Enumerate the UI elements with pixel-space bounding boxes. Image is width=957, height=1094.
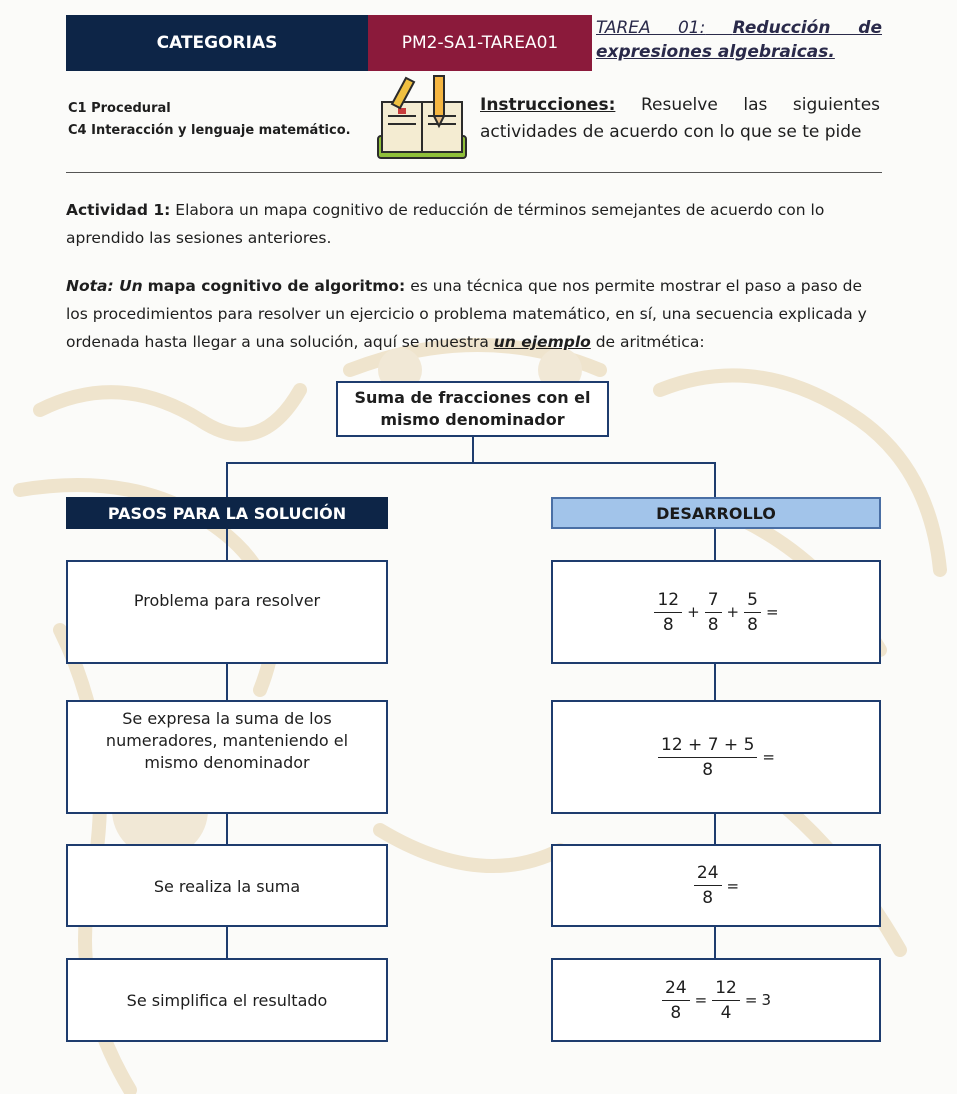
note-paragraph xyxy=(66,272,886,356)
development-box xyxy=(551,560,881,664)
book-pencil-icon xyxy=(372,74,472,164)
connector xyxy=(714,927,716,958)
category-item: C1 Procedural xyxy=(68,101,171,116)
note-term: mapa cognitivo de algoritmo: xyxy=(147,277,406,295)
categories-list xyxy=(68,98,351,142)
fraction: $\frac{24}{8}$ xyxy=(662,978,690,1023)
instructions-line1: Resuelve las siguientes xyxy=(640,95,881,115)
diagram-title: Suma de fracciones con el mismo denominador xyxy=(336,381,609,437)
task-title-rest: Reducción de xyxy=(732,18,882,38)
development-box xyxy=(551,958,881,1042)
steps-header: PASOS PARA LA SOLUCIÓN xyxy=(66,497,388,529)
task-code: PM2-SA1-TAREA01 xyxy=(368,15,592,71)
task-title-line2: expresiones algebraicas. xyxy=(596,42,835,62)
step-box xyxy=(66,700,388,814)
instructions-label: Instrucciones: xyxy=(480,95,616,115)
note-label: Nota: Un xyxy=(66,277,143,295)
connector xyxy=(226,814,228,844)
step-box xyxy=(66,844,388,927)
connector xyxy=(714,664,716,700)
connector xyxy=(226,664,228,700)
example-link: un ejemplo xyxy=(493,333,591,351)
step-box xyxy=(66,560,388,664)
activity-paragraph xyxy=(66,196,882,252)
math-expression: $\frac{12 + 7 + 5}{8}$ = xyxy=(655,735,777,780)
activity-text: Elabora un mapa cognitivo de reducción de términos semejantes de acuerdo con lo aprendido las sesiones anteriores. xyxy=(66,201,825,247)
step-text: Problema para resolver xyxy=(133,591,321,610)
step-text: Se realiza la suma xyxy=(153,877,301,896)
connector xyxy=(714,462,716,497)
fraction: $\frac{12}{8}$ xyxy=(654,590,682,635)
connector xyxy=(714,814,716,844)
fraction: $\frac{12 + 7 + 5}{8}$ xyxy=(658,735,757,780)
math-expression: $\frac{24}{8}$ = xyxy=(691,863,741,908)
note-tail: de aritmética: xyxy=(595,333,705,351)
activity-label: Actividad 1: xyxy=(66,201,171,219)
development-box xyxy=(551,700,881,814)
fraction: $\frac{7}{8}$ xyxy=(705,590,722,635)
step-text: Se simplifica el resultado xyxy=(126,991,328,1010)
development-box xyxy=(551,844,881,927)
fraction: $\frac{5}{8}$ xyxy=(744,590,761,635)
divider xyxy=(66,172,882,173)
math-expression: $\frac{12}{8}$ + $\frac{7}{8}$ + $\frac{5}{8}$ = xyxy=(651,590,780,635)
connector xyxy=(226,462,228,497)
connector xyxy=(226,927,228,958)
task-title-prefix: TAREA 01: xyxy=(596,18,706,38)
math-expression: $\frac{24}{8}$ = $\frac{12}{4}$ = 3 xyxy=(659,978,773,1023)
connector xyxy=(226,529,228,560)
connector xyxy=(714,529,716,560)
categories-header: CATEGORIAS xyxy=(66,15,368,71)
note-text: es una técnica que nos permite mostrar el paso a paso de los procedimientos para resolver un ejercicio o problema matemático, en sí, una secuencia explicada y ordenada hasta llegar a una solución, aquí se muestra xyxy=(66,277,867,351)
fraction: $\frac{24}{8}$ xyxy=(694,863,722,908)
connector xyxy=(226,462,716,464)
connector xyxy=(472,437,474,463)
step-box xyxy=(66,958,388,1042)
fraction: $\frac{12}{4}$ xyxy=(712,978,740,1023)
development-header: DESARROLLO xyxy=(551,497,881,529)
instructions-line2: actividades de acuerdo con lo que se te pide xyxy=(480,122,862,142)
step-text: Se expresa la suma de los numeradores, manteniendo el mismo denominador xyxy=(105,709,349,772)
task-title xyxy=(596,16,882,40)
instructions xyxy=(480,92,880,119)
category-item: C4 Interacción y lenguaje matemático. xyxy=(68,123,351,138)
